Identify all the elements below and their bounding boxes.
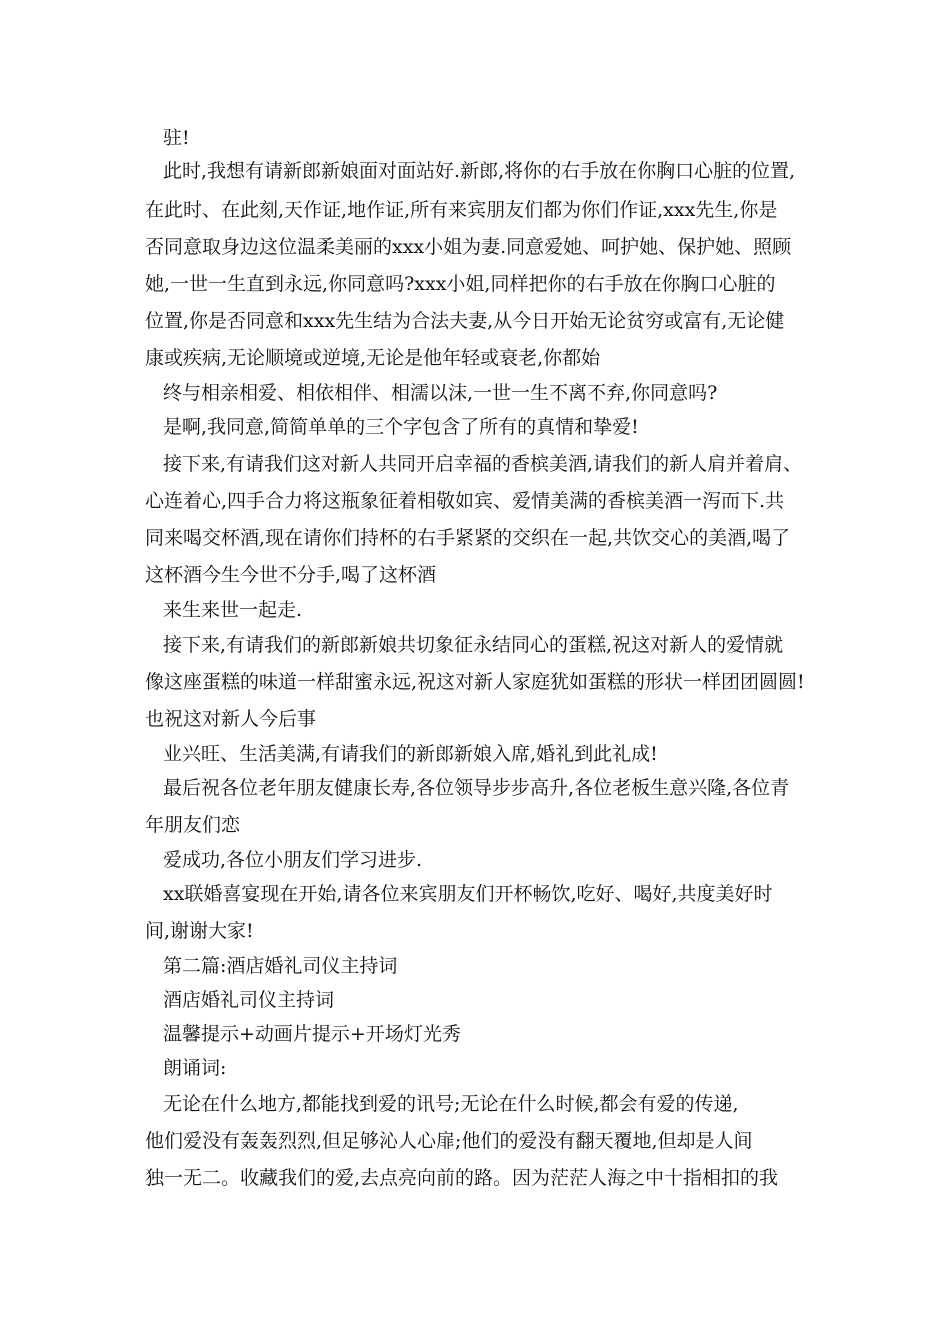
text-line: 业兴旺、生活美满,有请我们的新郎新娘入席,婚礼到此礼成! xyxy=(163,743,658,765)
text-line: 否同意取身边这位温柔美丽的xxx小姐为妻.同意爱她、呵护她、保护她、照顾 xyxy=(145,236,792,258)
text-line: 年朋友们恋 xyxy=(145,814,241,836)
text-line: 爱成功,各位小朋友们学习进步. xyxy=(163,849,423,871)
text-line: 也祝这对新人今后事 xyxy=(145,708,317,730)
title-line: 酒店婚礼司仪主持词 xyxy=(163,989,335,1011)
text-line: 终与相亲相爱、相依相伴、相濡以沫,一世一生不离不弃,你同意吗? xyxy=(163,382,718,404)
text-line: 像这座蛋糕的味道一样甜蜜永远,祝这对新人家庭犹如蛋糕的形状一样团团圆圆! xyxy=(145,671,805,693)
text-line: 温馨提示+动画片提示+开场灯光秀 xyxy=(163,1023,461,1045)
text-line: 接下来,有请我们的新郎新娘共切象征永结同心的蛋糕,祝这对新人的爱情就 xyxy=(163,634,784,656)
text-line: 同来喝交杯酒,现在请你们持杯的右手紧紧的交织在一起,共饮交心的美酒,喝了 xyxy=(145,527,791,549)
text-line: 他们爱没有轰轰烈烈,但足够沁人心扉;他们的爱没有翻天覆地,但却是人间 xyxy=(145,1130,753,1152)
text-line: 无论在什么地方,都能找到爱的讯号;无论在什么时候,都会有爱的传递, xyxy=(163,1093,739,1115)
text-line: 独一无二。收藏我们的爱,去点亮向前的路。因为茫茫人海之中十指相扣的我 xyxy=(145,1167,779,1189)
text-line: 位置,你是否同意和xxx先生结为合法夫妻,从今日开始无论贫穷或富有,无论健 xyxy=(145,310,785,332)
text-line: 接下来,有请我们这对新人共同开启幸福的香槟美酒,请我们的新人肩并着肩、 xyxy=(163,453,803,475)
text-line: 间,谢谢大家! xyxy=(145,920,254,942)
text-line: 最后祝各位老年朋友健康长寿,各位领导步步高升,各位老板生意兴隆,各位青 xyxy=(163,777,790,799)
section-heading: 第二篇:酒店婚礼司仪主持词 xyxy=(163,955,398,977)
text-line: 朗诵词: xyxy=(163,1057,227,1079)
text-line: 驻! xyxy=(163,127,190,149)
text-line: 此时,我想有请新郎新娘面对面站好.新郎,将你的右手放在你胸口心脏的位置, xyxy=(163,160,796,182)
text-line: xx联婚喜宴现在开始,请各位来宾朋友们开杯畅饮,吃好、喝好,共度美好时 xyxy=(163,883,773,905)
text-line: 在此时、在此刻,天作证,地作证,所有来宾朋友们都为你们作证,xxx先生,你是 xyxy=(145,199,778,221)
text-line: 是啊,我同意,简简单单的三个字包含了所有的真情和挚爱! xyxy=(163,416,639,438)
text-line: 这杯酒今生今世不分手,喝了这杯酒 xyxy=(145,564,437,586)
text-line: 来生来世一起走. xyxy=(163,599,303,621)
text-line: 心连着心,四手合力将这瓶象征着相敬如宾、爱情美满的香槟美酒一泻而下.共 xyxy=(145,490,785,512)
text-line: 康或疾病,无论顺境或逆境,无论是他年轻或衰老,你都始 xyxy=(145,347,601,369)
text-line: 她,一世一生直到永远,你同意吗?xxx小姐,同样把你的右手放在你胸口心脏的 xyxy=(145,273,776,295)
